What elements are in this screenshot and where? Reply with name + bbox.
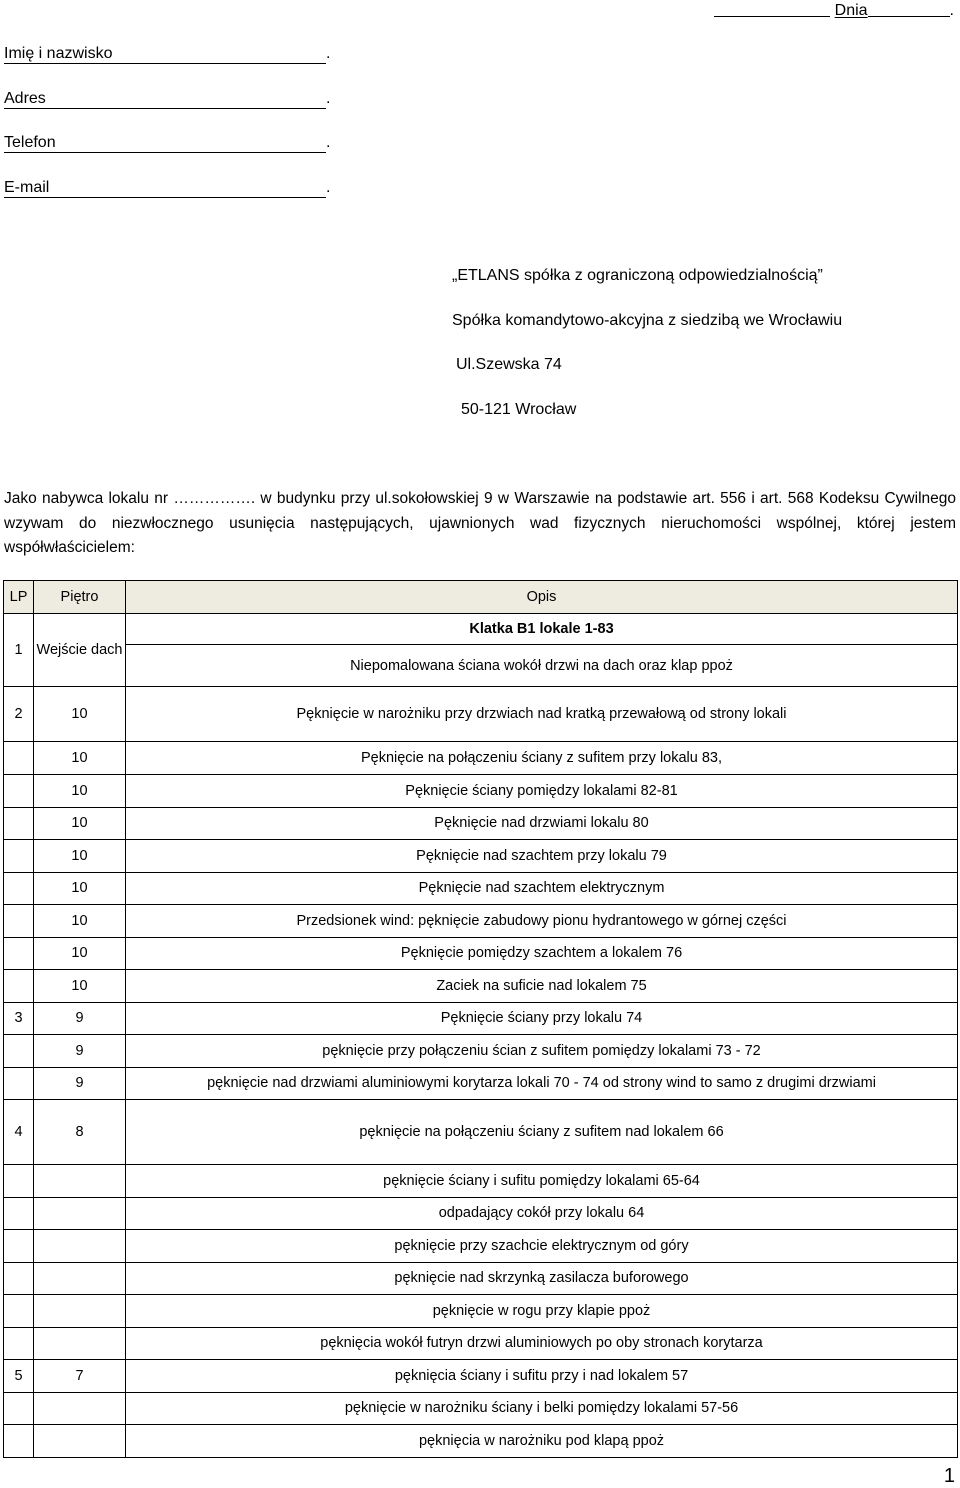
cell-lp xyxy=(4,1067,34,1100)
table-row xyxy=(4,1425,958,1458)
table-row xyxy=(4,1197,958,1230)
table-row xyxy=(4,872,958,905)
addressee-line-2: Spółka komandytowo-akcyjna z siedzibą we Wrocławiu xyxy=(452,311,843,329)
cell-floor: 10 xyxy=(34,970,126,1003)
cell-lp xyxy=(4,742,34,775)
table-row xyxy=(4,1035,958,1068)
cell-floor: 10 xyxy=(34,905,126,938)
table-row xyxy=(4,645,958,687)
cell-lp xyxy=(4,775,34,808)
header-desc: Opis xyxy=(126,581,958,614)
table-row xyxy=(4,1392,958,1425)
table-row xyxy=(4,1002,958,1035)
cell-lp xyxy=(4,872,34,905)
table-row xyxy=(4,905,958,938)
cell-desc: Pęknięcie pomiędzy szachtem a lokalem 76 xyxy=(126,937,958,970)
date-blank-2[interactable] xyxy=(868,0,950,17)
intro-paragraph: Jako nabywca lokalu nr ……………. w budynku przy ul.sokołowskiej 9 w Warszawie na podstawie art. 556 i art. 568 Kodeksu Cywilnego wzywam do niezwłocznego usunięcia następujących, ujawnionych wad fizycznych nieruchomości wspólnej, której jestem współwłaścicielem: xyxy=(4,490,956,556)
cell-lp xyxy=(4,840,34,873)
addressee-line-4: 50-121 Wrocław xyxy=(461,400,577,418)
cell-floor: 7 xyxy=(34,1360,126,1393)
table-row xyxy=(4,1262,958,1295)
cell-desc: pęknięcia ściany i sufitu przy i nad lokalem 57 xyxy=(126,1360,958,1393)
cell-floor: 10 xyxy=(34,840,126,873)
cell-floor: 9 xyxy=(34,1067,126,1100)
cell-floor: 9 xyxy=(34,1035,126,1068)
table-row xyxy=(4,687,958,742)
cell-floor: 10 xyxy=(34,807,126,840)
cell-floor: 9 xyxy=(34,1002,126,1035)
cell-lp xyxy=(4,1262,34,1295)
cell-floor xyxy=(34,1165,126,1198)
field-email-label: E-mail xyxy=(4,179,326,198)
cell-floor xyxy=(34,1262,126,1295)
table-row xyxy=(4,1327,958,1360)
addressee-line-3: Ul.Szewska 74 xyxy=(456,356,562,373)
field-phone-suffix: . xyxy=(326,134,331,151)
addressee-line-1: „ETLANS spółka z ograniczoną odpowiedzialnością” xyxy=(452,267,823,284)
cell-lp: 2 xyxy=(4,687,34,742)
field-name-label: Imię i nazwisko xyxy=(4,45,326,64)
cell-desc: pęknięcie w rogu przy klapie ppoż xyxy=(126,1295,958,1328)
field-email-suffix: . xyxy=(326,178,331,196)
cell-desc: Pęknięcie w narożniku przy drzwiach nad kratką przewałową od strony lokali xyxy=(126,687,958,742)
cell-lp xyxy=(4,1197,34,1230)
cell-desc: Pęknięcie nad drzwiami lokalu 80 xyxy=(126,807,958,840)
cell-desc: Pęknięcie ściany pomiędzy lokalami 82-81 xyxy=(126,775,958,808)
cell-desc: pęknięcia wokół futryn drzwi aluminiowych po oby stronach korytarza xyxy=(126,1327,958,1360)
table-row xyxy=(4,840,958,873)
section-subheader: Klatka B1 lokale 1-83 xyxy=(126,614,958,645)
date-blank[interactable] xyxy=(714,0,830,17)
cell-floor: 8 xyxy=(34,1100,126,1165)
cell-desc: odpadający cokół przy lokalu 64 xyxy=(126,1197,958,1230)
cell-lp xyxy=(4,937,34,970)
date-label: Dnia xyxy=(834,2,868,19)
cell-floor xyxy=(34,1327,126,1360)
cell-lp xyxy=(4,1392,34,1425)
table-row xyxy=(4,775,958,808)
cell-lp xyxy=(4,1165,34,1198)
table-row xyxy=(4,807,958,840)
cell-floor xyxy=(34,1295,126,1328)
cell-lp xyxy=(4,1425,34,1458)
table-row xyxy=(4,614,958,645)
defects-table xyxy=(3,580,958,1458)
cell-floor: 10 xyxy=(34,872,126,905)
cell-floor: 10 xyxy=(34,937,126,970)
page-number: 1 xyxy=(943,1465,955,1487)
field-phone[interactable] xyxy=(4,133,330,178)
field-address-suffix: . xyxy=(326,89,331,107)
cell-floor xyxy=(34,1392,126,1425)
cell-desc: Przedsionek wind: pęknięcie zabudowy pionu hydrantowego w górnej części xyxy=(126,905,958,938)
cell-floor xyxy=(34,1230,126,1263)
table-row xyxy=(4,1295,958,1328)
field-name[interactable] xyxy=(4,44,330,89)
table-row xyxy=(4,937,958,970)
cell-desc: pęknięcie przy szachcie elektrycznym od góry xyxy=(126,1230,958,1263)
cell-desc: Zaciek na suficie nad lokalem 75 xyxy=(126,970,958,1003)
cell-desc: pęknięcie nad drzwiami aluminiowymi korytarza lokali 70 - 74 od strony wind to samo z drugimi drzwiami xyxy=(126,1067,958,1100)
table-row xyxy=(4,1165,958,1198)
cell-desc: pęknięcie w narożniku ściany i belki pomiędzy lokalami 57-56 xyxy=(126,1392,958,1425)
cell-floor: Wejście dach xyxy=(34,614,126,687)
field-address-label: Adres xyxy=(4,90,326,109)
cell-desc: pęknięcie na połączeniu ściany z sufitem nad lokalem 66 xyxy=(126,1100,958,1165)
cell-lp xyxy=(4,905,34,938)
table-header-row xyxy=(4,581,958,614)
cell-desc: Pęknięcie nad szachtem elektrycznym xyxy=(126,872,958,905)
addressee-block xyxy=(452,266,842,444)
cell-lp xyxy=(4,970,34,1003)
cell-floor xyxy=(34,1425,126,1458)
cell-lp xyxy=(4,1230,34,1263)
date-suffix: . xyxy=(949,2,954,19)
table-row xyxy=(4,1230,958,1263)
cell-lp: 4 xyxy=(4,1100,34,1165)
field-address[interactable] xyxy=(4,89,330,134)
cell-floor xyxy=(34,1197,126,1230)
table-row xyxy=(4,970,958,1003)
field-name-suffix: . xyxy=(326,45,331,62)
cell-desc: pęknięcie nad skrzynką zasilacza buforowego xyxy=(126,1262,958,1295)
table-row xyxy=(4,1360,958,1393)
cell-lp xyxy=(4,1327,34,1360)
date-line xyxy=(714,0,954,21)
cell-desc: Niepomalowana ściana wokół drzwi na dach oraz klap ppoż xyxy=(126,645,958,687)
cell-desc: pęknięcie przy połączeniu ścian z sufitem pomiędzy lokalami 73 - 72 xyxy=(126,1035,958,1068)
table-row xyxy=(4,1100,958,1165)
cell-desc: Pęknięcie nad szachtem przy lokalu 79 xyxy=(126,840,958,873)
cell-desc: pęknięcia w narożniku pod klapą ppoż xyxy=(126,1425,958,1458)
cell-floor: 10 xyxy=(34,687,126,742)
cell-desc: pęknięcie ściany i sufitu pomiędzy lokalami 65-64 xyxy=(126,1165,958,1198)
cell-floor: 10 xyxy=(34,775,126,808)
cell-desc: Pęknięcie ściany przy lokalu 74 xyxy=(126,1002,958,1035)
table-row xyxy=(4,1067,958,1100)
cell-floor: 10 xyxy=(34,742,126,775)
sender-fields xyxy=(4,44,330,222)
header-floor: Piętro xyxy=(34,581,126,614)
table-row xyxy=(4,742,958,775)
field-email[interactable] xyxy=(4,178,330,223)
cell-lp: 1 xyxy=(4,614,34,687)
cell-lp: 3 xyxy=(4,1002,34,1035)
cell-lp: 5 xyxy=(4,1360,34,1393)
cell-lp xyxy=(4,1295,34,1328)
cell-desc: Pęknięcie na połączeniu ściany z sufitem przy lokalu 83, xyxy=(126,742,958,775)
header-lp: LP xyxy=(4,581,34,614)
cell-lp xyxy=(4,1035,34,1068)
cell-lp xyxy=(4,807,34,840)
field-phone-label: Telefon xyxy=(4,134,326,153)
